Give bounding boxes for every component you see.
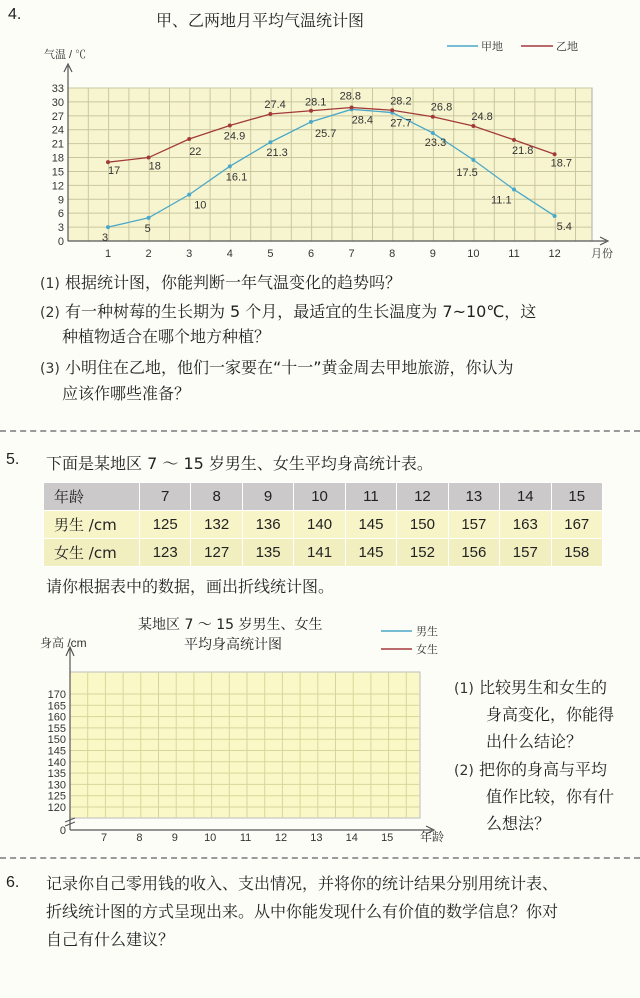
- q6-line-2: 折线统计图的方式呈现出来。从中你能发现什么有价值的数学信息？你对: [46, 902, 559, 921]
- q4-x-tick-label: 5: [267, 248, 274, 260]
- q4-y-tick-label: 27: [51, 110, 64, 123]
- q5-xlabel: 年龄: [420, 830, 445, 844]
- q4-question-2: (2) 有一种树莓的生长期为 5 个月，最适宜的生长温度为 7~10℃，这: [40, 302, 537, 321]
- table-row-girls: [44, 539, 603, 567]
- q5-question-2: (2) 把你的身高与平均: [454, 760, 607, 779]
- q4-data-label: 3: [102, 232, 109, 245]
- q4-data-label: 28.8: [339, 90, 362, 103]
- q4-data-label: 28.1: [305, 96, 327, 109]
- table-header-cell: 11: [345, 483, 396, 511]
- q4-data-point: [553, 152, 557, 156]
- q5-legend-boys: 男生: [416, 626, 438, 638]
- q4-y-tick-label: 12: [51, 180, 64, 193]
- table-cell: 145: [345, 511, 396, 539]
- q5-y-tick-label: 135: [47, 768, 66, 781]
- q5-question-2-line3: 么想法？: [486, 814, 551, 833]
- q4-x-tick-label: 2: [145, 248, 152, 260]
- q4-x-tick-label: 1: [104, 248, 112, 260]
- q4-temperature-chart: [0, 0, 640, 270]
- q5-ylabel: 身高 /cm: [40, 636, 87, 650]
- q5-y-tick-label: 160: [47, 711, 66, 724]
- q4-data-point: [471, 124, 475, 128]
- q4-x-tick-label: 10: [467, 248, 480, 260]
- q4-data-point: [268, 112, 272, 116]
- q4-data-point: [187, 193, 191, 197]
- table-header-cell: 年龄: [44, 483, 140, 511]
- q4-y-tick-label: 24: [51, 124, 64, 137]
- q4-legend-jia: 甲地: [481, 41, 503, 53]
- q4-x-tick-label: 7: [348, 248, 355, 260]
- q5-x-tick-label: 15: [381, 832, 394, 844]
- q4-data-label: 5: [144, 222, 151, 235]
- table-cell: 157: [500, 539, 551, 567]
- q4-data-point: [106, 160, 110, 164]
- q4-y-tick-label: 0: [57, 236, 64, 248]
- q4-x-tick-label: 4: [226, 248, 233, 260]
- q5-x-tick-label: 11: [239, 832, 252, 844]
- q5-question-1: (1) 比较男生和女生的: [454, 678, 607, 697]
- q4-data-point: [106, 225, 110, 229]
- q5-legend-girls: 女生: [416, 644, 438, 656]
- q5-x-tick-label: 12: [274, 832, 288, 844]
- q4-data-point: [147, 216, 151, 220]
- q4-data-label: 28.2: [390, 95, 412, 108]
- q4-data-label: 11.1: [491, 194, 512, 207]
- q5-x-tick-label: 14: [345, 832, 358, 844]
- q5-y-tick-label: 130: [47, 779, 66, 792]
- q6-number: 6.: [6, 874, 20, 891]
- table-cell: 女生 /cm: [44, 539, 140, 567]
- table-cell: 127: [191, 539, 242, 567]
- q5-y-tick-label: 120: [47, 802, 66, 814]
- q4-y-tick-label: 3: [57, 222, 64, 235]
- q5-number: 5.: [6, 451, 20, 468]
- q4-question-3-line1: 小明住在乙地，他们一家要在“十一”黄金周去甲地旅游，你认为: [64, 358, 514, 377]
- q4-question-2-line2: 种植物适合在哪个地方种植？: [62, 327, 271, 346]
- divider-1: [0, 430, 640, 432]
- table-cell: 125: [140, 511, 191, 539]
- q4-data-label: 22: [189, 146, 202, 158]
- q4-data-label: 16.1: [225, 171, 248, 184]
- q5-y-tick-label: 125: [47, 790, 66, 803]
- q4-xlabel: 月份: [591, 248, 613, 260]
- table-header-cell: 12: [397, 483, 448, 511]
- q4-legend-yi: 乙地: [556, 41, 578, 53]
- table-header-cell: 9: [242, 483, 293, 511]
- table-cell: 163: [500, 511, 551, 539]
- q4-question-2-line1: 有一种树莓的生长期为 5 个月，最适宜的生长温度为 7~10℃，这: [64, 302, 537, 321]
- height-table: [43, 482, 603, 567]
- q4-data-label: 5.4: [556, 220, 572, 233]
- q4-data-label: 18: [148, 160, 161, 173]
- q4-data-label: 26.8: [430, 101, 453, 114]
- q4-data-point: [228, 164, 232, 168]
- q4-chart-title: 甲、乙两地月平均气温统计图: [156, 11, 365, 30]
- q4-y-tick-label: 33: [51, 83, 64, 95]
- q4-y-tick-label: 21: [51, 138, 64, 151]
- q4-question-3-line2: 应该作哪些准备？: [62, 384, 191, 403]
- q4-x-tick-label: 12: [548, 248, 561, 260]
- q5-chart-title-line2: 平均身高统计图: [184, 637, 282, 653]
- table-header-cell: 10: [294, 483, 345, 511]
- q4-data-point: [390, 108, 394, 112]
- table-cell: 156: [448, 539, 499, 567]
- q4-ylabel: 气温 / ℃: [44, 49, 87, 61]
- q5-x-tick-label: 13: [310, 832, 323, 844]
- table-cell: 158: [551, 539, 603, 567]
- table-cell: 157: [448, 511, 499, 539]
- q4-data-label: 10: [194, 199, 207, 212]
- q4-data-point: [309, 109, 313, 113]
- table-header-cell: 8: [191, 483, 242, 511]
- q4-data-label: 21.8: [512, 144, 534, 157]
- q6-line-3: 自己有什么建议？: [46, 930, 175, 949]
- q5-intro: 下面是某地区 7 ～ 15 岁男生、女生平均身高统计表。: [46, 454, 433, 473]
- q4-data-point: [553, 214, 557, 218]
- q4-question-3: (3) 小明住在乙地，他们一家要在“十一”黄金周去甲地旅游，你认为: [40, 358, 514, 377]
- table-header-cell: 14: [500, 483, 551, 511]
- q5-instruction: 请你根据表中的数据，画出折线统计图。: [46, 577, 335, 596]
- q5-question-1-line3: 出什么结论？: [486, 732, 583, 751]
- q4-data-point: [512, 138, 516, 142]
- q4-x-tick-label: 3: [186, 248, 193, 260]
- q4-number: 4.: [8, 6, 22, 23]
- table-header-cell: 7: [140, 483, 191, 511]
- table-cell: 136: [242, 511, 293, 539]
- q5-y-tick-label: 165: [47, 700, 66, 713]
- q4-data-point: [350, 105, 354, 109]
- q4-data-label: 27.4: [264, 98, 286, 111]
- q4-x-tick-label: 8: [389, 248, 396, 260]
- q5-x-tick-label: 7: [100, 832, 108, 844]
- table-header-cell: 13: [448, 483, 499, 511]
- table-row-boys: [44, 511, 603, 539]
- q4-data-point: [187, 137, 191, 141]
- q4-y-tick-label: 9: [57, 194, 64, 207]
- q5-question-1-line2: 身高变化，你能得: [486, 705, 615, 724]
- table-cell: 145: [345, 539, 396, 567]
- q4-data-label: 21.3: [266, 147, 288, 160]
- table-cell: 150: [397, 511, 448, 539]
- q5-y-tick-label: 140: [47, 756, 66, 769]
- q4-data-label: 27.7: [390, 117, 412, 130]
- q6-line-1: 记录你自己零用钱的收入、支出情况，并将你的统计结果分别用统计表、: [46, 874, 559, 893]
- q4-data-label: 28.4: [351, 114, 374, 127]
- q4-data-point: [512, 188, 516, 192]
- q5-legend: [381, 624, 438, 656]
- table-header-row: [44, 483, 603, 511]
- q4-x-tick-label: 11: [508, 248, 520, 260]
- q4-data-label: 24.9: [223, 130, 246, 143]
- table-header-cell: 15: [551, 483, 603, 511]
- q4-data-label: 17.5: [456, 166, 478, 179]
- q5-y-tick-label: 170: [47, 689, 66, 701]
- q4-data-label: 25.7: [315, 127, 337, 140]
- q5-question-2-line2: 值作比较，你有什: [486, 787, 615, 806]
- q4-data-label: 18.7: [550, 157, 573, 170]
- q4-y-tick-label: 6: [57, 208, 64, 221]
- q4-data-point: [431, 115, 435, 119]
- table-cell: 男生 /cm: [44, 511, 140, 539]
- table-cell: 141: [294, 539, 345, 567]
- q4-data-label: 24.8: [471, 111, 493, 124]
- table-cell: 123: [140, 539, 191, 567]
- q4-x-tick-label: 6: [307, 248, 315, 260]
- q4-data-label: 17: [108, 165, 121, 178]
- q4-data-point: [228, 124, 232, 128]
- table-cell: 140: [294, 511, 345, 539]
- q4-data-point: [471, 158, 475, 162]
- q4-data-point: [309, 120, 313, 124]
- divider-2: [0, 857, 640, 859]
- q5-y-tick-label: 155: [47, 722, 66, 735]
- q4-y-tick-label: 18: [51, 152, 64, 165]
- q5-y-tick-label: 0: [59, 825, 66, 837]
- q4-data-point: [431, 131, 435, 135]
- q5-chart-title-line1: 某地区 7 ～ 15 岁男生、女生: [138, 617, 323, 633]
- q4-y-tick-label: 30: [51, 96, 64, 109]
- table-cell: 167: [551, 511, 603, 539]
- q5-x-tick-label: 9: [171, 832, 178, 844]
- q5-x-tick-label: 10: [204, 832, 217, 844]
- q5-y-tick-label: 150: [47, 734, 66, 747]
- q4-legend: [447, 39, 578, 53]
- q5-x-tick-label: 8: [136, 832, 143, 844]
- table-cell: 135: [242, 539, 293, 567]
- q4-x-tick-label: 9: [429, 248, 436, 260]
- q4-y-tick-label: 15: [51, 166, 64, 179]
- table-cell: 132: [191, 511, 242, 539]
- q5-y-tick-label: 145: [47, 745, 66, 758]
- q4-data-label: 23.3: [424, 136, 447, 149]
- q4-question-1-text: 根据统计图，你能判断一年气温变化的趋势吗？: [64, 273, 401, 292]
- q4-data-point: [147, 156, 151, 160]
- table-cell: 152: [397, 539, 448, 567]
- q4-question-1: (1) 根据统计图，你能判断一年气温变化的趋势吗？: [40, 273, 401, 292]
- q4-data-point: [268, 140, 272, 144]
